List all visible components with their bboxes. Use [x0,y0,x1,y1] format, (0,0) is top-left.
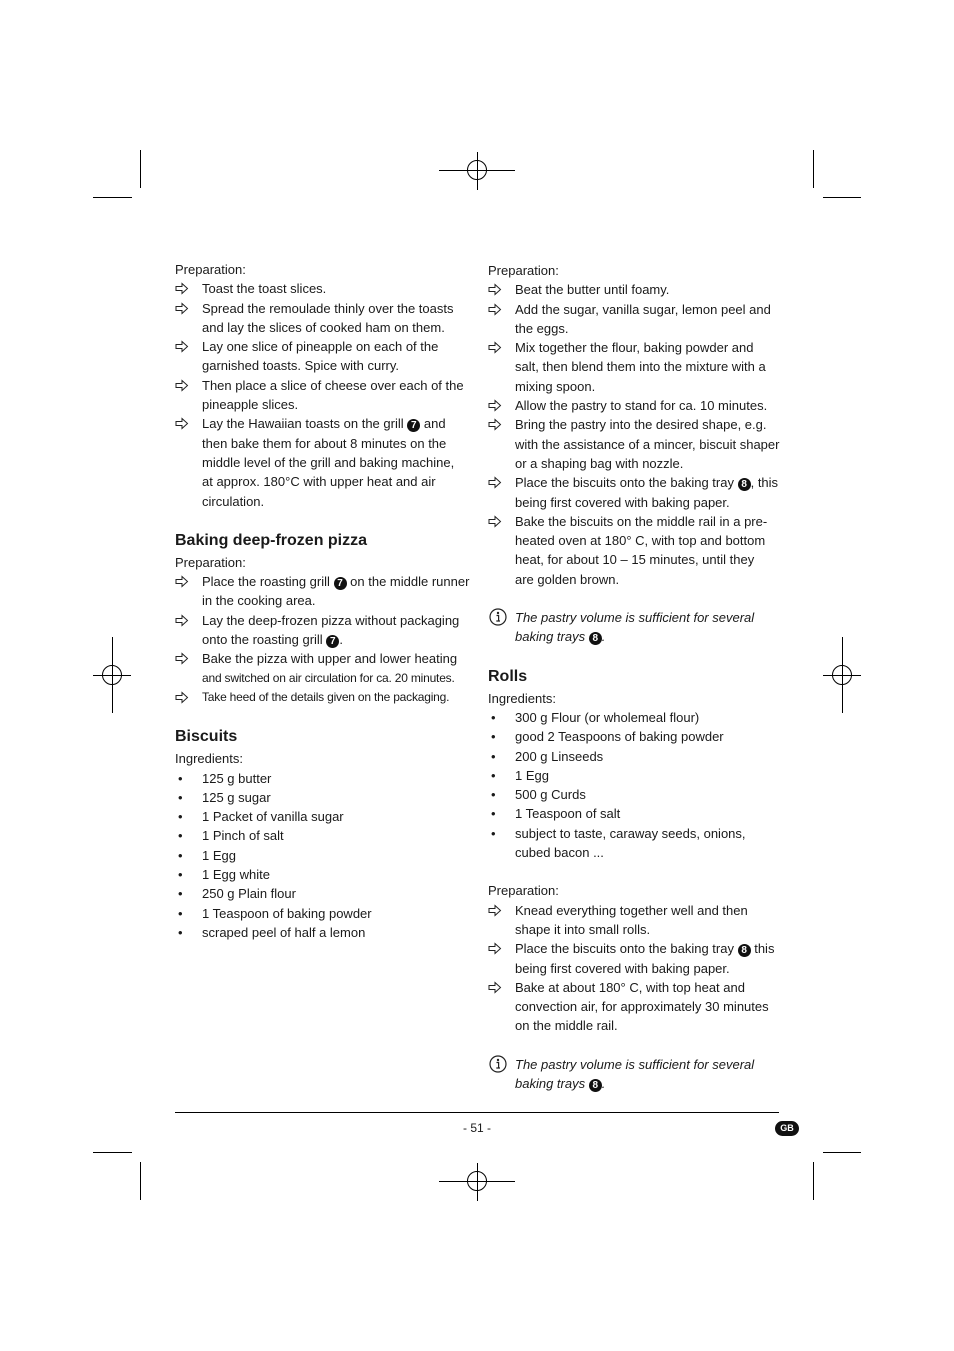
step-item: Place the biscuits onto the baking tray 8 this being first covered with baking paper. [488,939,780,978]
arrow-right-outline-icon [175,414,195,436]
arrow-right-outline-icon [175,572,195,594]
step-item: Knead everything together well and then shape it into small rolls. [488,901,780,940]
info-note: The pastry volume is sufficient for several baking trays 8 . [488,1055,780,1094]
step-item: Beat the butter until foamy. [488,280,780,299]
part-number-badge: 8 [589,1079,602,1092]
bullet-icon: • [491,709,496,725]
arrow-right-outline-icon [175,376,195,398]
info-circle-icon [489,608,507,626]
bullet-icon: • [178,886,183,902]
bullet-icon: • [491,825,496,841]
list-item: • 1 Teaspoon of salt [488,804,780,823]
step-item: Lay the deep-frozen pizza without packaging onto the roasting grill 7 . [175,611,467,650]
arrow-right-outline-icon [175,688,195,710]
ingredients-label: Ingredients: [488,690,556,706]
list-item: • 200 g Linseeds [488,747,780,766]
step-item: Place the biscuits onto the baking tray 8 , this being first covered with baking paper. [488,473,780,512]
list-item: • 300 g Flour (or wholemeal flour) [488,708,780,727]
bullet-icon: • [491,748,496,764]
step-item: Bring the pastry into the desired shape, e.g. with the assistance of a mincer, biscuit shaper or a shaping bag with nozzle. [488,415,780,473]
bullet-icon: • [491,729,496,745]
preparation-label: Preparation: [488,263,559,278]
arrow-right-outline-icon [488,901,508,923]
list-item: • scraped peel of half a lemon [175,923,467,942]
list-item: • 1 Egg [488,766,780,785]
arrow-right-outline-icon [488,939,508,961]
part-number-badge: 7 [407,419,420,432]
arrow-right-outline-icon [488,338,508,360]
ingredient-list [175,769,467,943]
step-item: Mix together the flour, baking powder and salt, then blend them into the mixture with a mixing spoon. [488,338,780,396]
step-item: Then place a slice of cheese over each of the pineapple slices. [175,376,467,415]
info-note: The pastry volume is sufficient for several baking trays 8 . [488,608,780,647]
arrow-right-outline-icon [175,337,195,359]
bullet-icon: • [491,806,496,822]
arrow-right-outline-icon [488,415,508,437]
step-item: Lay one slice of pineapple on each of the garnished toasts. Spice with curry. [175,337,467,376]
preparation-label: Preparation: [175,554,246,570]
list-item: • 125 g sugar [175,788,467,807]
step-item: Place the roasting grill 7 on the middle runner in the cooking area. [175,572,467,611]
list-item: • 1 Pinch of salt [175,826,467,845]
step-item: Bake the pizza with upper and lower heating and switched on air circulation for ca. 20 minutes. [175,649,467,688]
step-item: Bake at about 180° C, with top heat and convection air, for approximately 30 minutes on the middle rail. [488,978,780,1036]
step-item: Bake the biscuits on the middle rail in a pre- heated oven at 180° C, with top and bottom heat, for about 10 – 15 minutes, until they are golden brown. [488,512,780,589]
step-item: Take heed of the details given on the packaging. [175,688,467,707]
part-number-badge: 8 [738,478,751,491]
footer-divider [175,1112,779,1113]
bullet-icon: • [178,924,183,940]
info-circle-icon [489,1055,507,1073]
arrow-right-outline-icon [488,300,508,322]
list-item: • 125 g butter [175,769,467,788]
list-item: • good 2 Teaspoons of baking powder [488,727,780,746]
arrow-right-outline-icon [175,611,195,633]
preparation-label: Preparation: [488,883,559,899]
left-column [175,260,470,942]
bullet-icon: • [178,809,183,825]
arrow-right-outline-icon [175,649,195,671]
step-item: Allow the pastry to stand for ca. 10 minutes. [488,396,780,415]
language-badge: GB [775,1121,799,1136]
arrow-right-outline-icon [175,299,195,321]
list-item: • 500 g Curds [488,785,780,804]
ingredient-list [488,708,780,862]
bullet-icon: • [178,867,183,883]
right-column [488,261,780,1093]
arrow-right-outline-icon [488,512,508,534]
bullet-icon: • [491,767,496,783]
page-number: - 51 - [462,1121,491,1135]
step-item: Toast the toast slices. [175,279,467,298]
part-number-badge: 7 [334,577,347,590]
list-item: • subject to taste, caraway seeds, onions, cubed bacon ... [491,825,746,861]
preparation-label: Preparation: [175,262,246,277]
bullet-icon: • [178,770,183,786]
bullet-icon: • [178,789,183,805]
part-number-badge: 7 [326,635,339,648]
section-heading-rolls: Rolls [488,667,528,685]
bullet-icon: • [178,905,183,921]
bullet-icon: • [491,787,496,803]
step-item: Spread the remoulade thinly over the toasts and lay the slices of cooked ham on them. [175,299,467,338]
step-item: Lay the Hawaiian toasts on the grill 7 and then bake them for about 8 minutes on the middle level of the grill and baking machine, at approx. 180°C with upper heat and air circulation. [175,414,467,510]
arrow-right-outline-icon [488,978,508,1000]
section-heading-biscuits: Biscuits [175,728,238,746]
bullet-icon: • [178,828,183,844]
step-item: Add the sugar, vanilla sugar, lemon peel and the eggs. [488,300,780,339]
section-heading-pizza: Baking deep-frozen pizza [175,531,368,549]
part-number-badge: 8 [738,944,751,957]
list-item: • 1 Egg white [175,865,467,884]
list-item: • 1 Teaspoon of baking powder [175,904,467,923]
list-item: • 1 Egg [175,846,467,865]
list-item: • 250 g Plain flour [175,884,467,903]
part-number-badge: 8 [589,632,602,645]
arrow-right-outline-icon [488,473,508,495]
list-item: • 1 Packet of vanilla sugar [175,807,467,826]
ingredients-label: Ingredients: [175,751,243,767]
bullet-icon: • [178,847,183,863]
